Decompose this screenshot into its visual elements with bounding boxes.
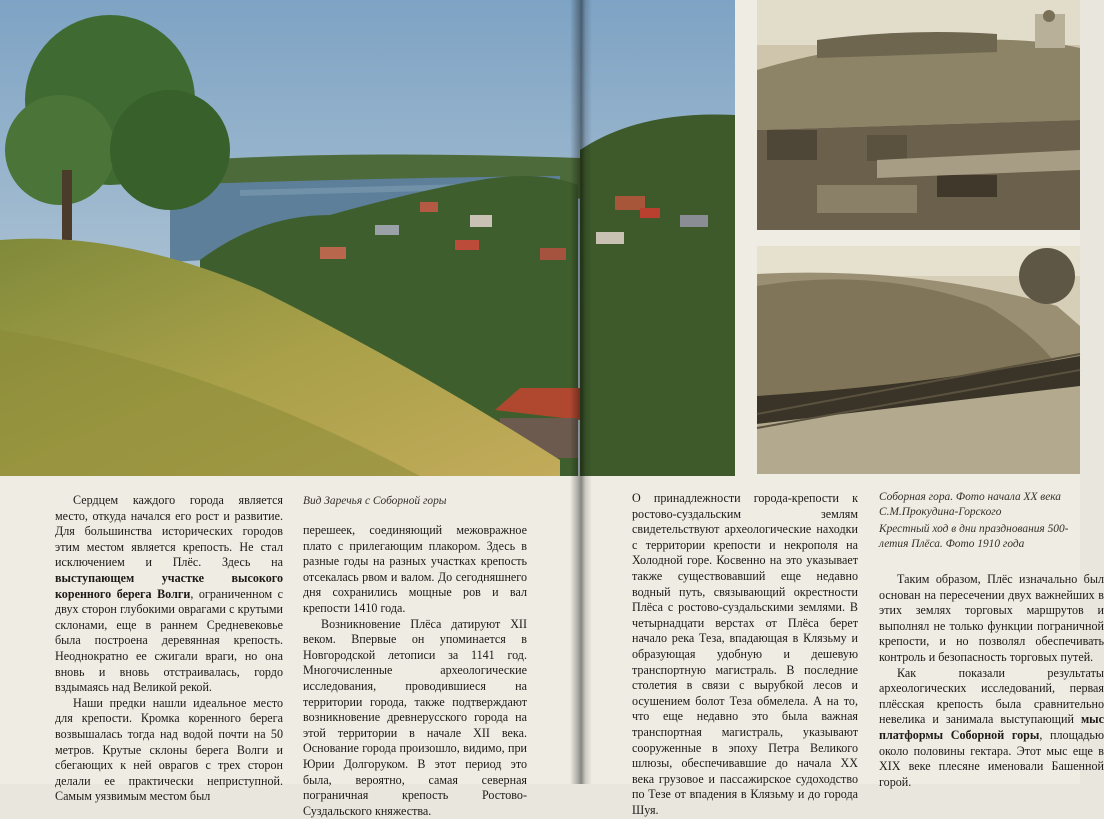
- archival-photo-procession: [757, 246, 1080, 474]
- paragraph: Возникновение Плёса датируют XII веком. Впервые он упоминается в Новгородской летописи за 1141 год. Многочисленные археологические исследования, проводившиеся на территории города, также подтверждают возникновение древнерусского города на этой территории в начале XII века. Основание города произошло, видимо, при Юрии Долгоруком. В этот период это была, вероятно, самая северная пограничная крепость Ростово-Суздальского княжества.: [303, 616, 527, 818]
- text-column-3: [632, 491, 858, 818]
- landscape-photo: [0, 0, 735, 476]
- text-column-4: [879, 572, 1104, 790]
- book-gutter: [570, 0, 592, 784]
- landscape-caption: Вид Заречья с Соборной горы: [303, 495, 447, 507]
- paragraph: Наши предки нашли идеальное место для крепости. Кромка коренного берега возвышалась тогда над водой почти на 50 метров. Крутые склоны берега Волги и сбегающих к ней оврагов с трех сторон делали ее практически неприступной. Самым уязвимым местом был: [55, 695, 283, 804]
- paragraph: [879, 666, 1104, 791]
- archival-photo-cathedral-hill: [757, 0, 1080, 230]
- paragraph: Таким образом, Плёс изначально был основан на пересечении двух важнейших в этих землях торговых маршрутов и выполнял не только функции пограничной крепости, и но позволял обеспечивать контроль и безопасность торговых путей.: [879, 572, 1104, 664]
- paragraph-text: , ограниченном с двух сторон глубокими оврагами с крутыми склонами, еще в раннем Средневековье была построена деревянная крепость. Неоднократно ее сжигали враги, но она вновь и вновь отстраивалась, гордо вздымаясь над Великой рекой.: [55, 586, 283, 695]
- paragraph-bold-text: мыс платформы Соборной горы: [879, 712, 1104, 742]
- paragraph-text: , площадью около половины гектара. Этот мыс еще в XIX веке плесяне именовали Башенной горой.: [879, 727, 1104, 789]
- text-column-1: [55, 493, 283, 805]
- paragraph-text: Сердцем каждого города является место, откуда начался его рост и развитие. Для большинства исторических городов этим местом является крепость. Не стал исключением и Плёс. Здесь на: [55, 493, 283, 570]
- paragraph: О принадлежности города-крепости к ростово-суздальским землям свидетельствуют археологические находки с территории крепости и некрополя на Холодной горе. Косвенно на это указывает также существовавший еще недавно водный путь, связывающий окрестности Плёса с ростово-суздальскими землями. В четырнадцати верстах от Плёса берет начало река Теза, впадающая в Клязьму и образующая удобную и дешевую транспортную магистраль. В последние столетия в связи с вырубкой лесов и осушением болот Теза обмелела. А на то, что еще недавно это была важная транспортная магистраль, указывают сооруженные в эпоху Петра Великого шлюзы, обеспечивавшие до начала XX века грузовое и пассажирское судоходство по Тезе от впадения в Клязьму и до города Шуя.: [632, 491, 858, 817]
- photo-top-caption: Соборная гора. Фото начала XX века С.М.Прокудина-Горского: [879, 491, 1062, 518]
- paragraph: перешеек, соединяющий межовражное плато с прилегающим плакором. Здесь в разные годы на разных участках крепость отсекалась рвом и валом. До сегодняшнего дня сохранились мощные ров и вал крепости 1410 года.: [303, 523, 527, 615]
- paragraph-text: Как показали результаты археологических исследований, первая плёсская крепость была сравнительно невелика и занимала выступающий: [879, 665, 1104, 727]
- text-column-4-clip: [879, 572, 1104, 789]
- photo-bottom-caption: Крестный ход в дни празднования 500-летия Плёса. Фото 1910 года: [879, 523, 1069, 550]
- text-column-2: [303, 523, 527, 819]
- paragraph: [55, 493, 283, 696]
- paragraph-bold-text: выступающем участке высокого коренного берега Волги: [55, 570, 283, 601]
